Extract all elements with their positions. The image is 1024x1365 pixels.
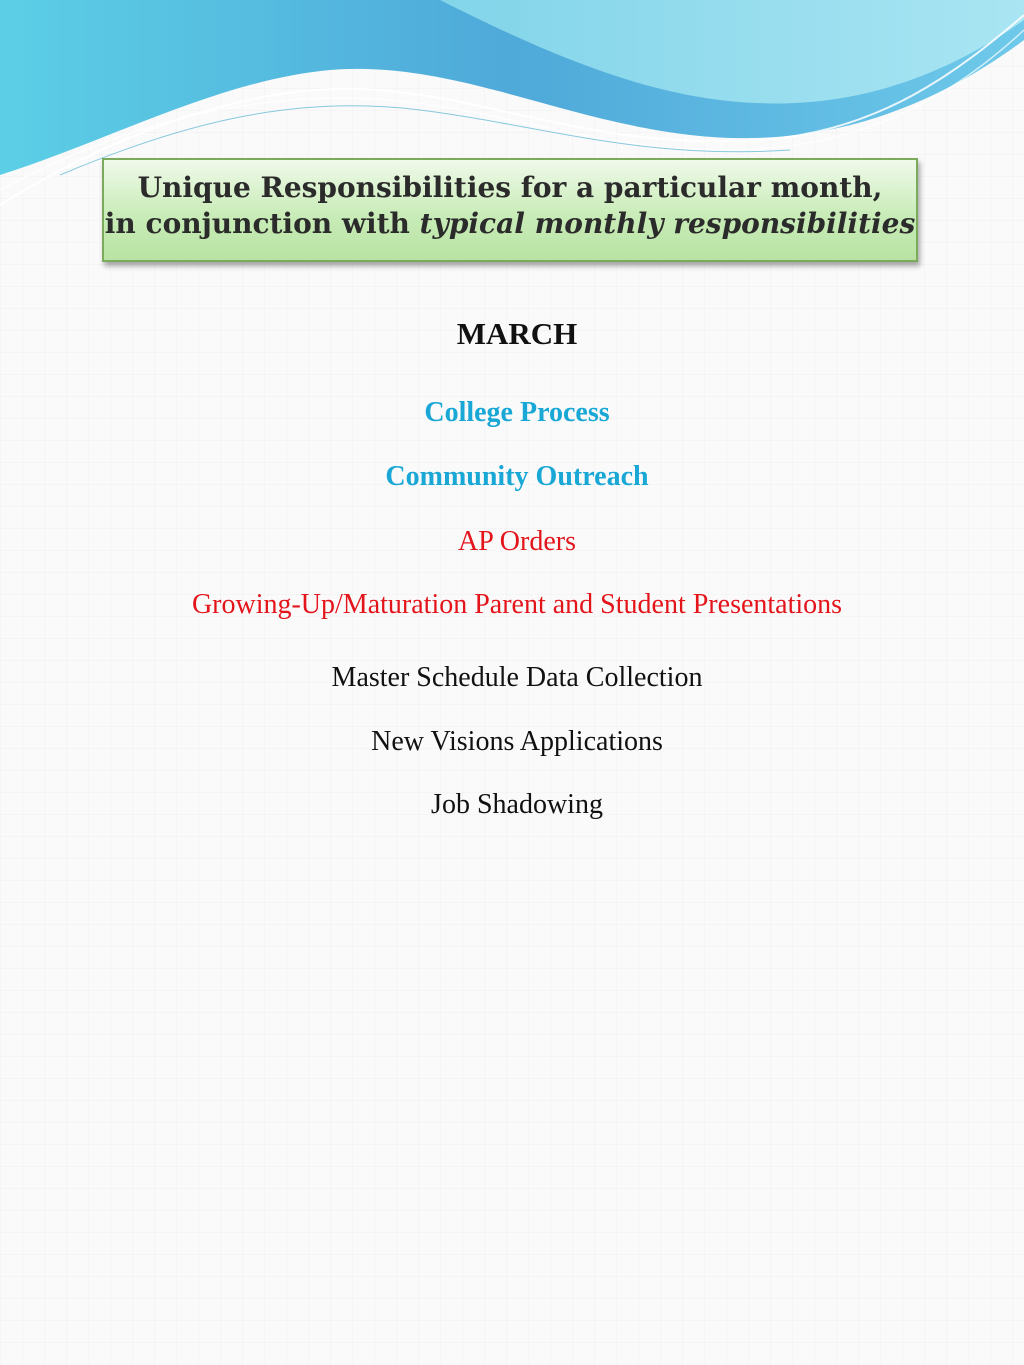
item-master-schedule: Master Schedule Data Collection: [331, 662, 703, 693]
item-growing-up-presentations: Growing-Up/Maturation Parent and Student Presentations: [191, 589, 843, 620]
title-line-2: [104, 206, 916, 242]
item-community-outreach: Community Outreach: [385, 461, 649, 492]
month-heading: MARCH: [456, 316, 578, 351]
item-new-visions: New Visions Applications: [371, 726, 663, 757]
title-banner: [102, 158, 918, 262]
title-line-2-italic: typical monthly responsibilities: [419, 207, 916, 240]
title-line-2-normal: in conjunction with: [104, 207, 420, 240]
item-ap-orders: AP Orders: [458, 526, 576, 557]
item-college-process: College Process: [424, 397, 610, 428]
title-line-1: Unique Responsibilities for a particular month,: [137, 171, 883, 204]
item-job-shadowing: Job Shadowing: [431, 789, 603, 820]
